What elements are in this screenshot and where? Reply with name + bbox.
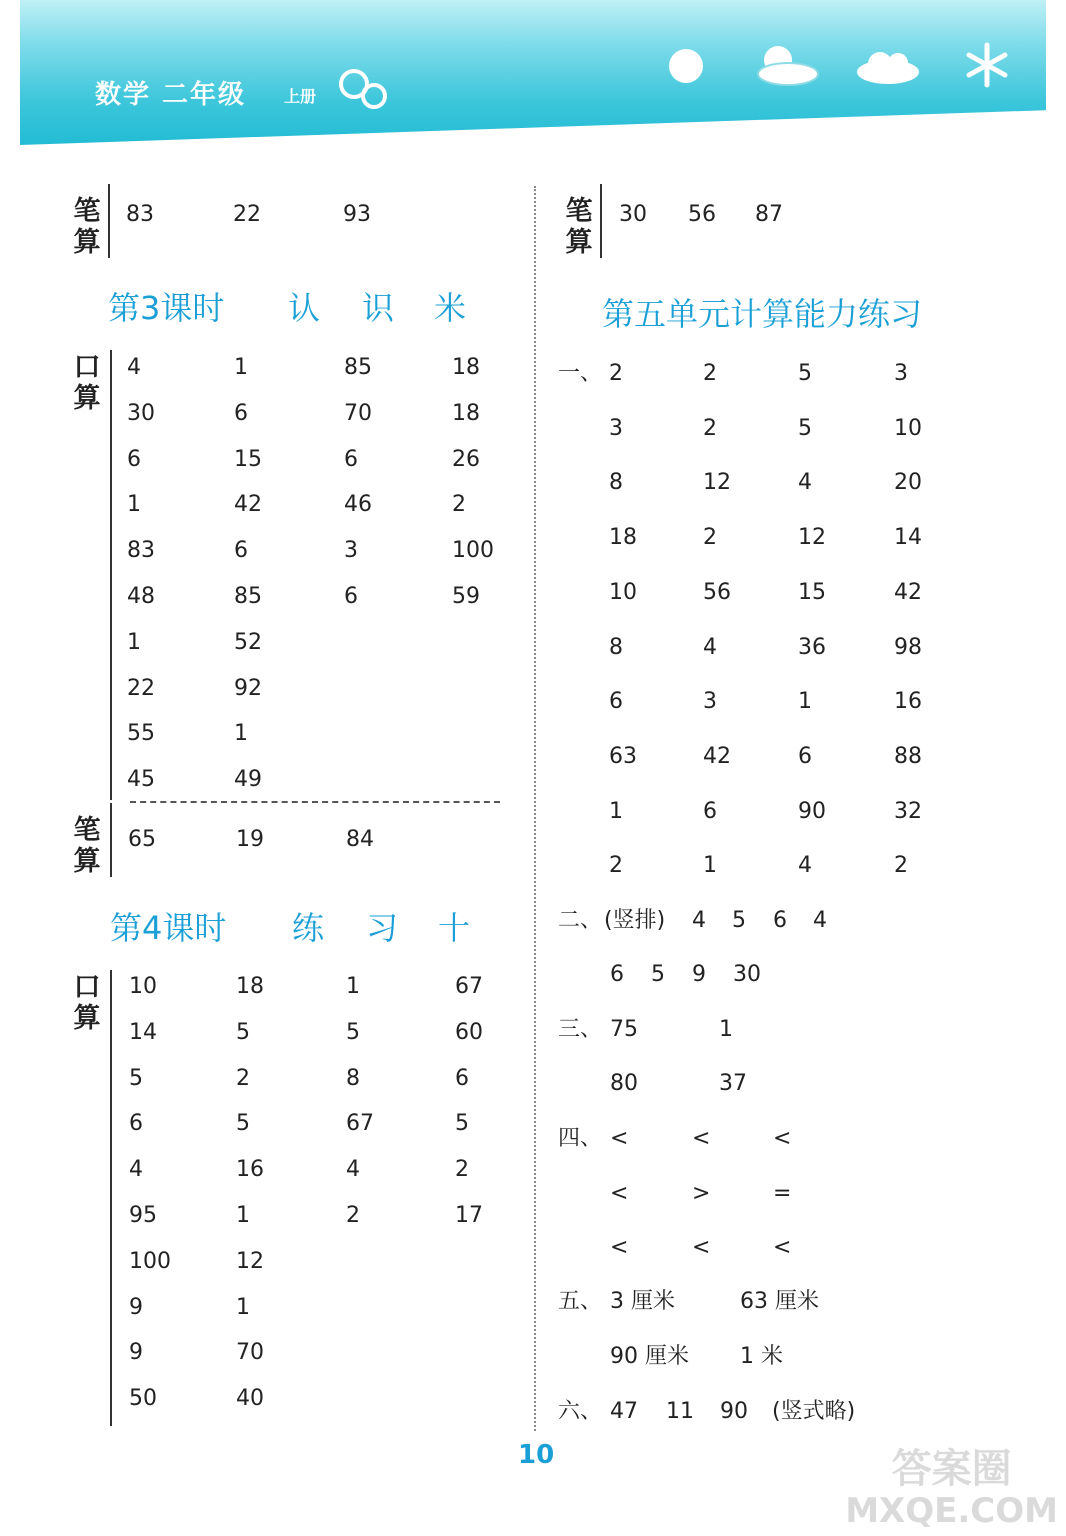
answer-value: 93 (343, 202, 371, 227)
answer-value: 9 (692, 962, 706, 987)
answer-value: 4 (346, 1157, 360, 1183)
answer-value: 2 (703, 415, 717, 441)
answer-value: 8 (346, 1065, 360, 1091)
answer-value: 19 (236, 827, 264, 852)
answer-value: 3 (894, 361, 908, 386)
answer-value: 14 (894, 525, 922, 551)
answer-value: 20 (894, 470, 922, 496)
watermark: 答案圈 MXQE.COM (845, 1446, 1058, 1531)
snowflake-icon (964, 42, 1010, 88)
answer-value: 4 (692, 908, 706, 933)
answer-value: 6 (455, 1065, 469, 1091)
answer-value: 15 (234, 446, 262, 472)
label-bar (110, 350, 112, 800)
answer-value: 90 (720, 1399, 748, 1424)
answer-value: 5 (798, 361, 812, 386)
answer-value: 100 (452, 538, 494, 564)
answer-value: 15 (798, 579, 826, 605)
answer-value: 4 (127, 355, 141, 380)
answer-value: 22 (127, 675, 155, 701)
kousuan-label: 口算 (73, 352, 101, 414)
answer-value: 6 (127, 446, 141, 472)
answer-value: 80 (610, 1071, 638, 1096)
answer-value: 6 (129, 1111, 143, 1137)
answer-value: 1 (234, 355, 248, 380)
answer-value: 5 (455, 1111, 469, 1137)
rings-decoration-icon (336, 68, 392, 114)
answer-value: 1 (609, 798, 623, 824)
answer-value: 3 (344, 538, 358, 564)
answer-value: 1 米 (740, 1344, 783, 1369)
section-marker: 三、 (558, 1017, 603, 1042)
answer-value: 48 (127, 584, 155, 609)
answer-value: 6 (703, 798, 717, 824)
answer-value: 5 (236, 1111, 250, 1137)
answer-value: 4 (129, 1157, 143, 1183)
answer-value: 3 (703, 689, 717, 715)
answer-value: 1 (719, 1017, 733, 1042)
answer-value: 84 (346, 827, 374, 852)
label-bar (110, 803, 112, 877)
bisuan-label: 笔算 (565, 196, 593, 258)
answer-value: 42 (703, 743, 731, 769)
answer-value: 60 (455, 1019, 483, 1045)
answer-value: 87 (755, 202, 783, 227)
answer-value: > (692, 1180, 711, 1206)
answer-value: 88 (894, 743, 922, 769)
answer-value: 37 (719, 1071, 747, 1096)
answer-value: 6 (234, 400, 248, 426)
answer-value: = (773, 1180, 792, 1206)
column-divider (534, 186, 536, 1431)
answer-value: 5 (129, 1065, 143, 1091)
answer-value: 4 (813, 908, 827, 933)
kousuan-label: 口算 (73, 972, 101, 1034)
answer-value: 45 (127, 767, 155, 793)
section-marker: 六、 (558, 1399, 603, 1424)
answer-value: 11 (666, 1399, 694, 1424)
answer-value: 70 (344, 400, 372, 426)
answer-value: 42 (894, 579, 922, 605)
answer-value: 1 (127, 629, 141, 655)
answer-value: 16 (236, 1157, 264, 1183)
answer-value: 2 (346, 1203, 360, 1228)
answer-value: 18 (609, 525, 637, 551)
answer-value: 42 (234, 492, 262, 518)
answer-value: 100 (129, 1248, 171, 1274)
answer-value: 17 (455, 1203, 483, 1228)
answer-value: 83 (126, 202, 154, 227)
answer-value: 36 (798, 634, 826, 660)
answer-value: 4 (798, 470, 812, 496)
answer-value: 22 (233, 202, 261, 227)
answer-value: 10 (129, 974, 157, 999)
answer-value: 95 (129, 1203, 157, 1228)
answer-value: 1 (703, 853, 717, 879)
answer-value: 49 (234, 767, 262, 793)
answer-value: 2 (894, 853, 908, 879)
answer-value: 1 (346, 974, 360, 999)
cloud-icon (852, 42, 922, 92)
page-number: 10 (518, 1440, 555, 1470)
answer-value: 32 (894, 798, 922, 824)
answer-value: 6 (344, 446, 358, 472)
label-bar (108, 184, 110, 258)
answer-value: 63 (609, 743, 637, 769)
answer-value: 9 (129, 1294, 143, 1320)
answer-value: 4 (703, 634, 717, 660)
answer-value: 1 (236, 1294, 250, 1320)
answer-value: 6 (773, 908, 787, 933)
label-bar (110, 970, 112, 1426)
answer-value: < (773, 1126, 792, 1151)
section-marker: 四、 (558, 1126, 603, 1151)
answer-value: 5 (732, 908, 746, 933)
section-marker: 二、 (558, 908, 603, 933)
answer-value: 40 (236, 1386, 264, 1412)
answer-value: 26 (452, 446, 480, 472)
answer-value: 52 (234, 629, 262, 655)
answer-value: 59 (452, 584, 480, 609)
answer-value: 10 (894, 415, 922, 441)
answer-value: 56 (688, 202, 716, 227)
answer-value: 6 (344, 584, 358, 609)
answer-value: < (692, 1235, 711, 1260)
book-title: 数学 二年级 (95, 80, 247, 110)
answer-value: 98 (894, 634, 922, 660)
answer-value: 5 (651, 962, 665, 987)
answer-value: 30 (733, 962, 761, 987)
answer-value: 2 (703, 361, 717, 386)
answer-value: < (610, 1235, 629, 1260)
answer-value: 90 厘米 (610, 1344, 689, 1369)
answer-value: 4 (798, 853, 812, 879)
answer-value: 50 (129, 1386, 157, 1412)
sun-cloud-icon (752, 42, 822, 92)
answer-value: 2 (703, 525, 717, 551)
answer-value: 92 (234, 675, 262, 701)
answer-value: 2 (609, 361, 623, 386)
answer-value: 5 (236, 1019, 250, 1045)
answer-value: 5 (798, 415, 812, 441)
answer-value: < (692, 1126, 711, 1151)
answer-value: 75 (610, 1017, 638, 1042)
answer-value: 1 (234, 721, 248, 747)
answer-value: 6 (798, 743, 812, 769)
answer-value: 30 (619, 202, 647, 227)
bisuan-label: 笔算 (73, 196, 101, 258)
answer-value: 3 (609, 415, 623, 441)
sun-icon (664, 42, 708, 86)
answer-value: 12 (236, 1248, 264, 1274)
answer-value: 47 (610, 1399, 638, 1424)
answer-value: 18 (236, 974, 264, 999)
answer-value: 67 (455, 974, 483, 999)
answer-value: 1 (127, 492, 141, 518)
answer-value: 85 (234, 584, 262, 609)
section-note: (竖式略) (772, 1399, 856, 1424)
section-marker: 一、 (558, 361, 603, 386)
answer-value: 12 (798, 525, 826, 551)
dashed-divider (130, 801, 500, 803)
answer-value: < (610, 1126, 629, 1151)
answer-value: 65 (128, 827, 156, 852)
answer-value: 70 (236, 1340, 264, 1366)
answer-value: 90 (798, 798, 826, 824)
answer-value: 8 (609, 634, 623, 660)
answer-value: 56 (703, 579, 731, 605)
answer-value: 1 (798, 689, 812, 715)
answer-value: 6 (234, 538, 248, 564)
answer-value: 1 (236, 1203, 250, 1228)
answer-value: 30 (127, 400, 155, 426)
answer-value: 2 (455, 1157, 469, 1183)
answer-value: 16 (894, 689, 922, 715)
answer-value: 6 (610, 962, 624, 987)
answer-value: 10 (609, 579, 637, 605)
answer-value: 46 (344, 492, 372, 518)
unit5-heading: 第五单元计算能力练习 (602, 295, 923, 333)
answer-value: 63 厘米 (740, 1289, 819, 1314)
answer-value: 6 (609, 689, 623, 715)
answer-value: 55 (127, 721, 155, 747)
section-marker: 五、 (558, 1289, 603, 1314)
answer-value: 18 (452, 400, 480, 426)
answer-value: 85 (344, 355, 372, 380)
answer-value: 2 (236, 1065, 250, 1091)
answer-value: < (610, 1180, 629, 1206)
answer-value: 8 (609, 470, 623, 496)
answer-value: 3 厘米 (610, 1289, 675, 1314)
section-note: (竖排) (604, 908, 666, 933)
answer-value: 2 (609, 853, 623, 879)
answer-value: 83 (127, 538, 155, 564)
answer-value: 5 (346, 1019, 360, 1045)
bisuan-label: 笔算 (73, 815, 101, 877)
answer-value: 67 (346, 1111, 374, 1137)
book-volume: 上册 (284, 87, 317, 106)
answer-value: 12 (703, 470, 731, 496)
answer-value: 14 (129, 1019, 157, 1045)
answer-value: < (773, 1235, 792, 1260)
answer-value: 9 (129, 1340, 143, 1366)
answer-value: 2 (452, 492, 466, 518)
label-bar (600, 184, 602, 258)
answer-value: 18 (452, 355, 480, 380)
